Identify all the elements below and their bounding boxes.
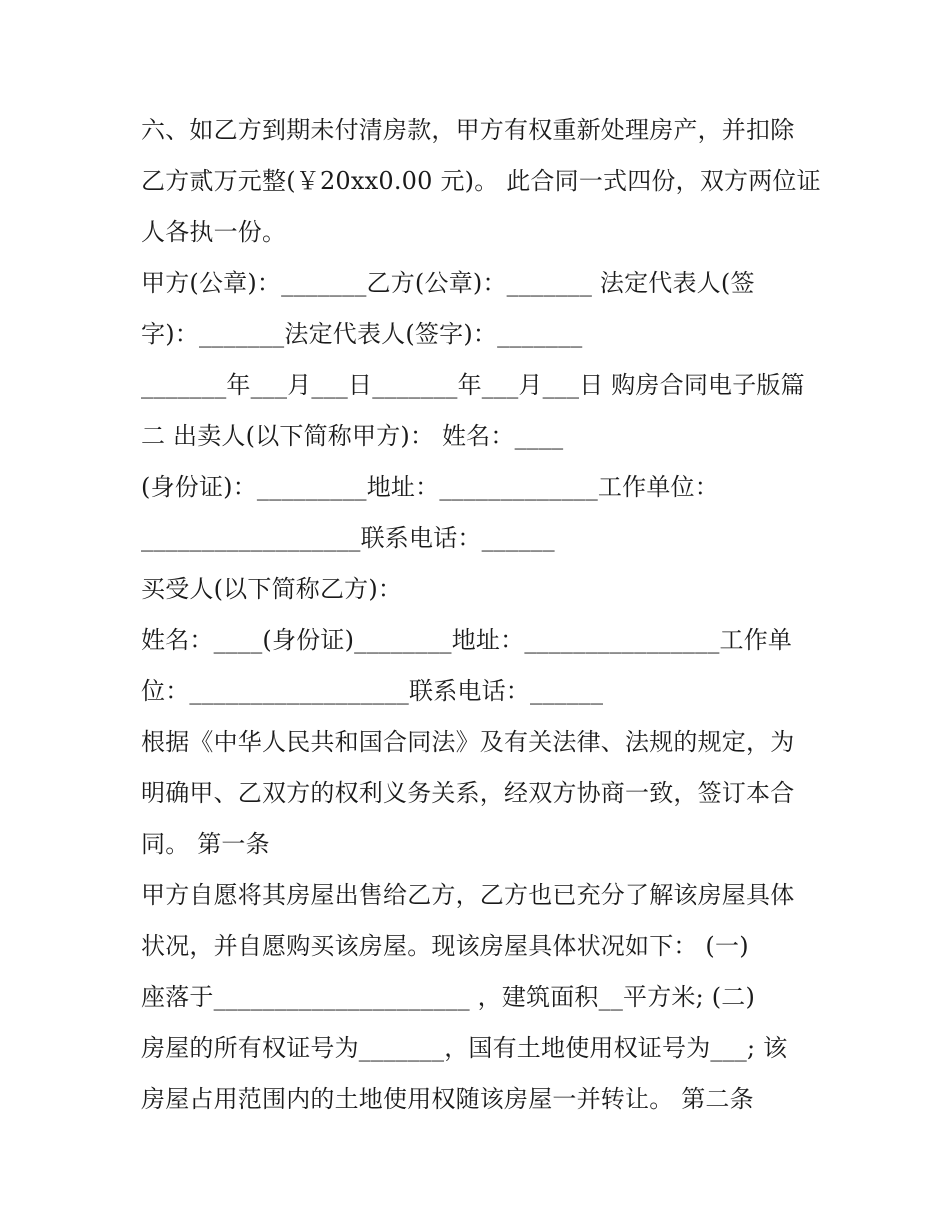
text-line: 姓名：____(身份证)________地址：________________工作单 (141, 626, 793, 654)
text-line: 状况，并自愿购买该房屋。现该房屋具体状况如下： (一) (141, 932, 749, 960)
text-line: 同。 第一条 (141, 830, 270, 858)
text-line: __________________联系电话：______ (141, 524, 555, 552)
text-line: 房屋的所有权证号为_______，国有土地使用权证号为___; 该 (141, 1034, 788, 1062)
text-line: 甲方自愿将其房屋出售给乙方，乙方也已充分了解该房屋具体 (141, 881, 795, 909)
text-line: 六、如乙方到期未付清房款，甲方有权重新处理房产，并扣除 (141, 116, 795, 144)
text-line: _______年___月___日_______年___月___日 购房合同电子版篇 (141, 371, 805, 399)
text-line: 甲方(公章)：_______乙方(公章)：_______ 法定代表人(签 (141, 269, 755, 297)
text-line: 明确甲、乙双方的权利义务关系，经双方协商一致，签订本合 (141, 779, 795, 807)
text-line: 人各执一份。 (141, 218, 287, 246)
text-line: 二 出卖人(以下简称甲方)： 姓名：____ (141, 422, 564, 450)
text-line: 根据《中华人民共和国合同法》及有关法律、法规的规定，为 (141, 728, 795, 756)
text-line: 乙方贰万元整(￥20xx0.00 元)。 此合同一式四份，双方两位证 (141, 167, 821, 195)
text-line: 座落于_____________________ ，建筑面积__平方米; (二) (141, 983, 756, 1011)
text-line: 房屋占用范围内的土地使用权随该房屋一并转让。 第二条 (141, 1085, 754, 1113)
text-line: 字)：_______法定代表人(签字)：_______ (141, 320, 583, 348)
text-line: 位：__________________联系电话：______ (141, 677, 604, 705)
text-line: (身份证)：_________地址：_____________工作单位： (141, 473, 719, 501)
text-line: 买受人(以下简称乙方)： (141, 575, 403, 603)
